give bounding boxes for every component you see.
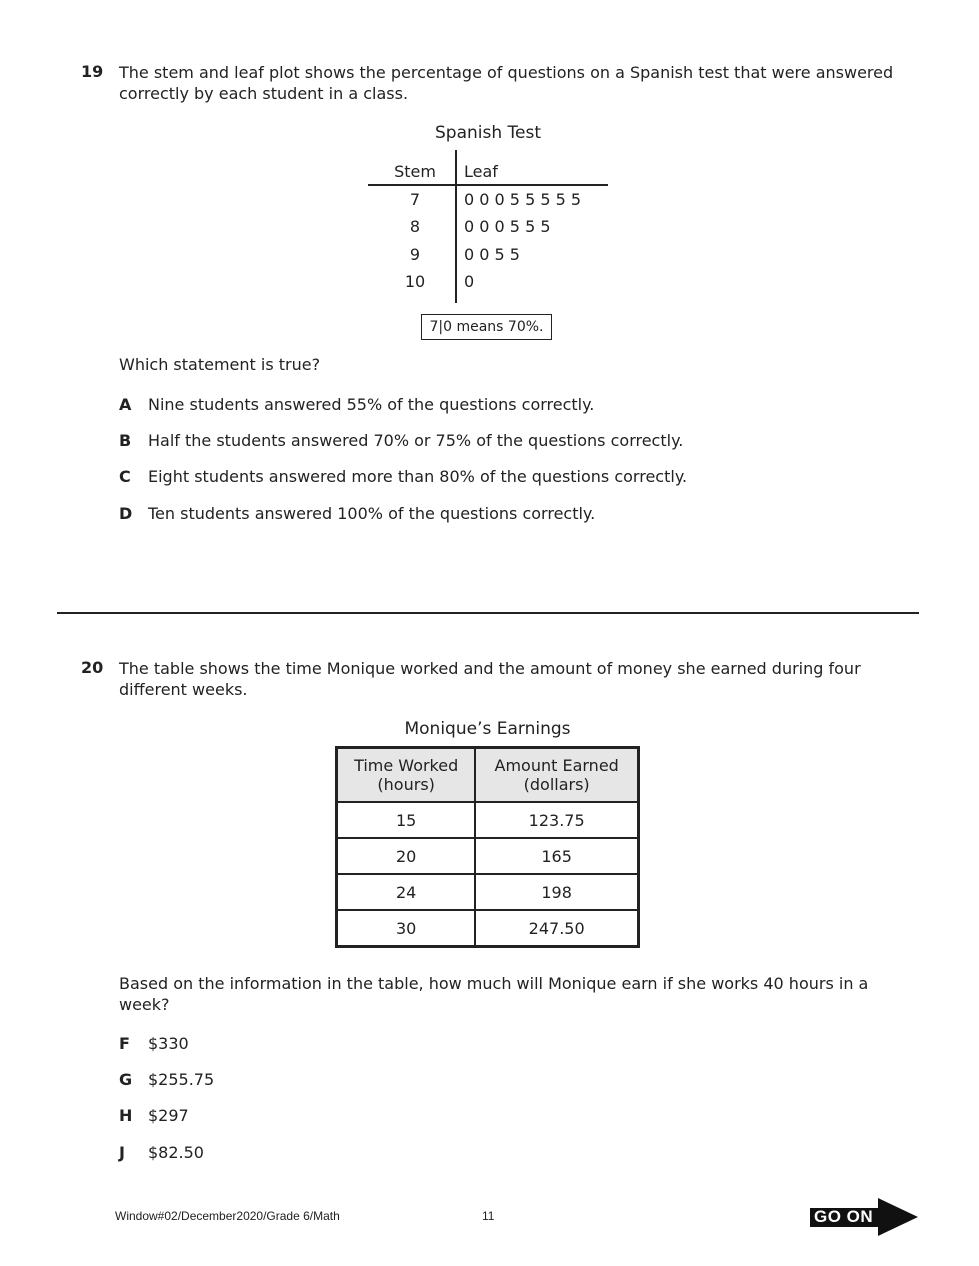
question-text: The table shows the time Monique worked and the amount of money she earned during four different weeks.	[119, 659, 861, 699]
choice-text: $255.75	[148, 1070, 215, 1089]
table-cell: 198	[475, 874, 638, 910]
table-cell: 165	[475, 838, 638, 874]
earnings-table	[335, 746, 640, 948]
table-row	[337, 874, 639, 910]
leaf-header: Leaf	[464, 162, 498, 181]
choice-text: Half the students answered 70% or 75% of the questions correctly.	[148, 431, 684, 450]
choice-text: $330	[148, 1034, 189, 1053]
question-prompt: Based on the information in the table, how much will Monique earn if she works 40 hours in a week?	[119, 974, 869, 1014]
question-prompt: Which statement is true?	[119, 355, 321, 374]
page-number: 11	[482, 1209, 495, 1223]
stem-header: Stem	[394, 162, 436, 181]
header-line: Time Worked	[354, 756, 459, 775]
plot-key: 7|0 means 70%.	[421, 314, 552, 340]
plot-title: Spanish Test	[434, 123, 541, 143]
table-cell: 30	[337, 910, 476, 947]
table-row	[337, 910, 639, 947]
table-cell: 15	[337, 802, 476, 838]
table-cell: 20	[337, 838, 476, 874]
section-divider	[57, 612, 919, 614]
choice-letter: H	[119, 1106, 133, 1125]
table-cell: 24	[337, 874, 476, 910]
choice-text: Eight students answered more than 80% of the questions correctly.	[148, 467, 688, 486]
stem-value: 7	[409, 190, 421, 209]
choice-text: Nine students answered 55% of the questions correctly.	[148, 395, 595, 414]
plot-header-line	[368, 184, 608, 186]
table-cell: 247.50	[475, 910, 638, 947]
leaf-values: 0	[464, 272, 475, 291]
go-on-label: GO ON	[814, 1207, 874, 1226]
stem-value: 9	[409, 245, 421, 264]
header-line: Amount Earned	[494, 756, 619, 775]
choice-letter: B	[119, 431, 132, 450]
choice-letter: G	[119, 1070, 133, 1089]
leaf-values: 0 0 0 5 5 5	[464, 217, 551, 236]
choice-letter: D	[119, 504, 133, 523]
table-cell: 123.75	[475, 802, 638, 838]
question-text: The stem and leaf plot shows the percentage of questions on a Spanish test that were answered correctly by each student in a class.	[119, 63, 894, 103]
choice-letter: F	[119, 1034, 130, 1053]
choice-text: $297	[148, 1106, 189, 1125]
footer-source: Window#02/December2020/Grade 6/Math	[115, 1209, 340, 1223]
table-title: Monique’s Earnings	[404, 719, 571, 739]
leaf-values: 0 0 0 5 5 5 5 5	[464, 190, 582, 209]
plot-vertical-line	[455, 150, 457, 303]
table-row	[337, 838, 639, 874]
table-header	[337, 748, 476, 803]
choice-text: $82.50	[148, 1143, 204, 1162]
question-number: 20	[81, 658, 104, 677]
choice-letter: J	[119, 1143, 125, 1162]
question-number: 19	[81, 62, 104, 81]
leaf-values: 0 0 5 5	[464, 245, 520, 264]
header-line: (hours)	[377, 775, 435, 794]
choice-letter: A	[119, 395, 132, 414]
go-on-indicator	[810, 1197, 920, 1237]
header-line: (dollars)	[523, 775, 590, 794]
table-row	[337, 802, 639, 838]
choice-text: Ten students answered 100% of the questions correctly.	[148, 504, 596, 523]
table-header	[475, 748, 638, 803]
choice-letter: C	[119, 467, 131, 486]
stem-value: 10	[404, 272, 426, 291]
stem-value: 8	[409, 217, 421, 236]
